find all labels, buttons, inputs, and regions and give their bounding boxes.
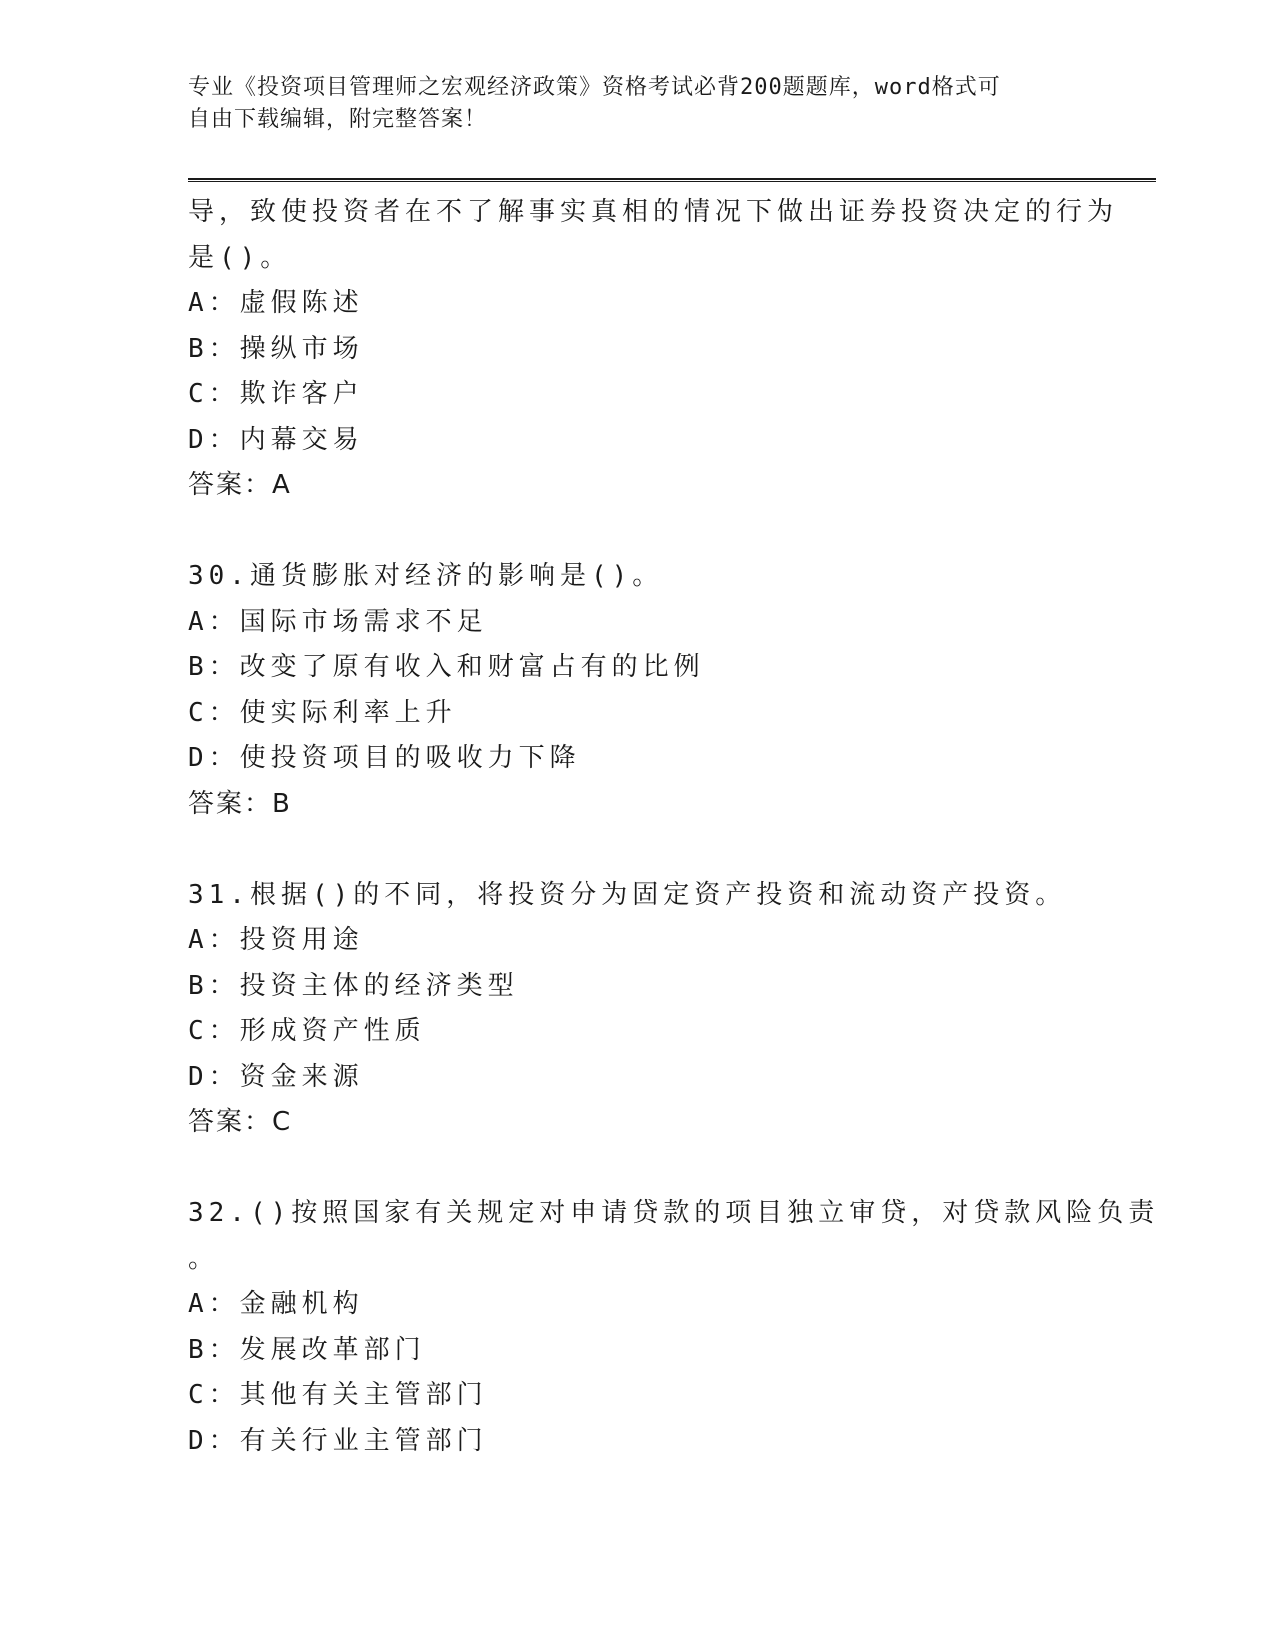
question-list	[188, 190, 1160, 1464]
question-stem: 31.根据()的不同，将投资分为固定资产投资和流动资产投资。	[188, 879, 1067, 910]
option-c: C：形成资产性质	[188, 1016, 426, 1046]
option-a: A：虚假陈述	[188, 288, 364, 318]
answer: 答案：A	[188, 470, 292, 500]
question-stem: 。	[188, 1243, 220, 1274]
question-stem: 是()。	[188, 242, 292, 273]
option-d: D：使投资项目的吸收力下降	[188, 743, 581, 773]
option-b: B：改变了原有收入和财富占有的比例	[188, 652, 705, 682]
option-b: B：投资主体的经济类型	[188, 970, 519, 1001]
question-32	[188, 1191, 1160, 1464]
question-29	[188, 190, 1119, 509]
option-a: A：金融机构	[188, 1289, 364, 1319]
option-c: C：使实际利率上升	[188, 697, 457, 728]
option-a: A：国际市场需求不足	[188, 606, 488, 637]
option-d: D：资金来源	[188, 1061, 364, 1092]
question-stem: 30.通货膨胀对经济的影响是()。	[188, 561, 664, 591]
header-title-line-1: 专业《投资项目管理师之宏观经济政策》资格考试必背200题题库，word格式可	[188, 75, 1001, 100]
option-b: B：操纵市场	[188, 333, 364, 364]
spacer	[188, 827, 1088, 873]
question-stem: 导，致使投资者在不了解事实真相的情况下做出证券投资决定的行为	[188, 197, 1119, 227]
answer: 答案：C	[188, 1107, 293, 1137]
question-30	[188, 554, 1088, 827]
page-header	[188, 72, 1088, 136]
spacer	[188, 509, 1088, 555]
answer: 答案：B	[188, 788, 292, 819]
option-c: C：其他有关主管部门	[188, 1380, 488, 1410]
option-a: A：投资用途	[188, 925, 364, 955]
option-c: C：欺诈客户	[188, 379, 364, 409]
option-b: B：发展改革部门	[188, 1334, 426, 1365]
option-d: D：内幕交易	[188, 424, 364, 455]
question-stem: 32.()按照国家有关规定对申请贷款的项目独立审贷，对贷款风险负责	[188, 1198, 1160, 1228]
header-divider	[188, 178, 1156, 182]
option-d: D：有关行业主管部门	[188, 1425, 488, 1456]
header-title-line-2: 自由下载编辑，附完整答案！	[188, 107, 488, 132]
question-31	[188, 873, 1088, 1146]
spacer	[188, 1146, 1088, 1192]
